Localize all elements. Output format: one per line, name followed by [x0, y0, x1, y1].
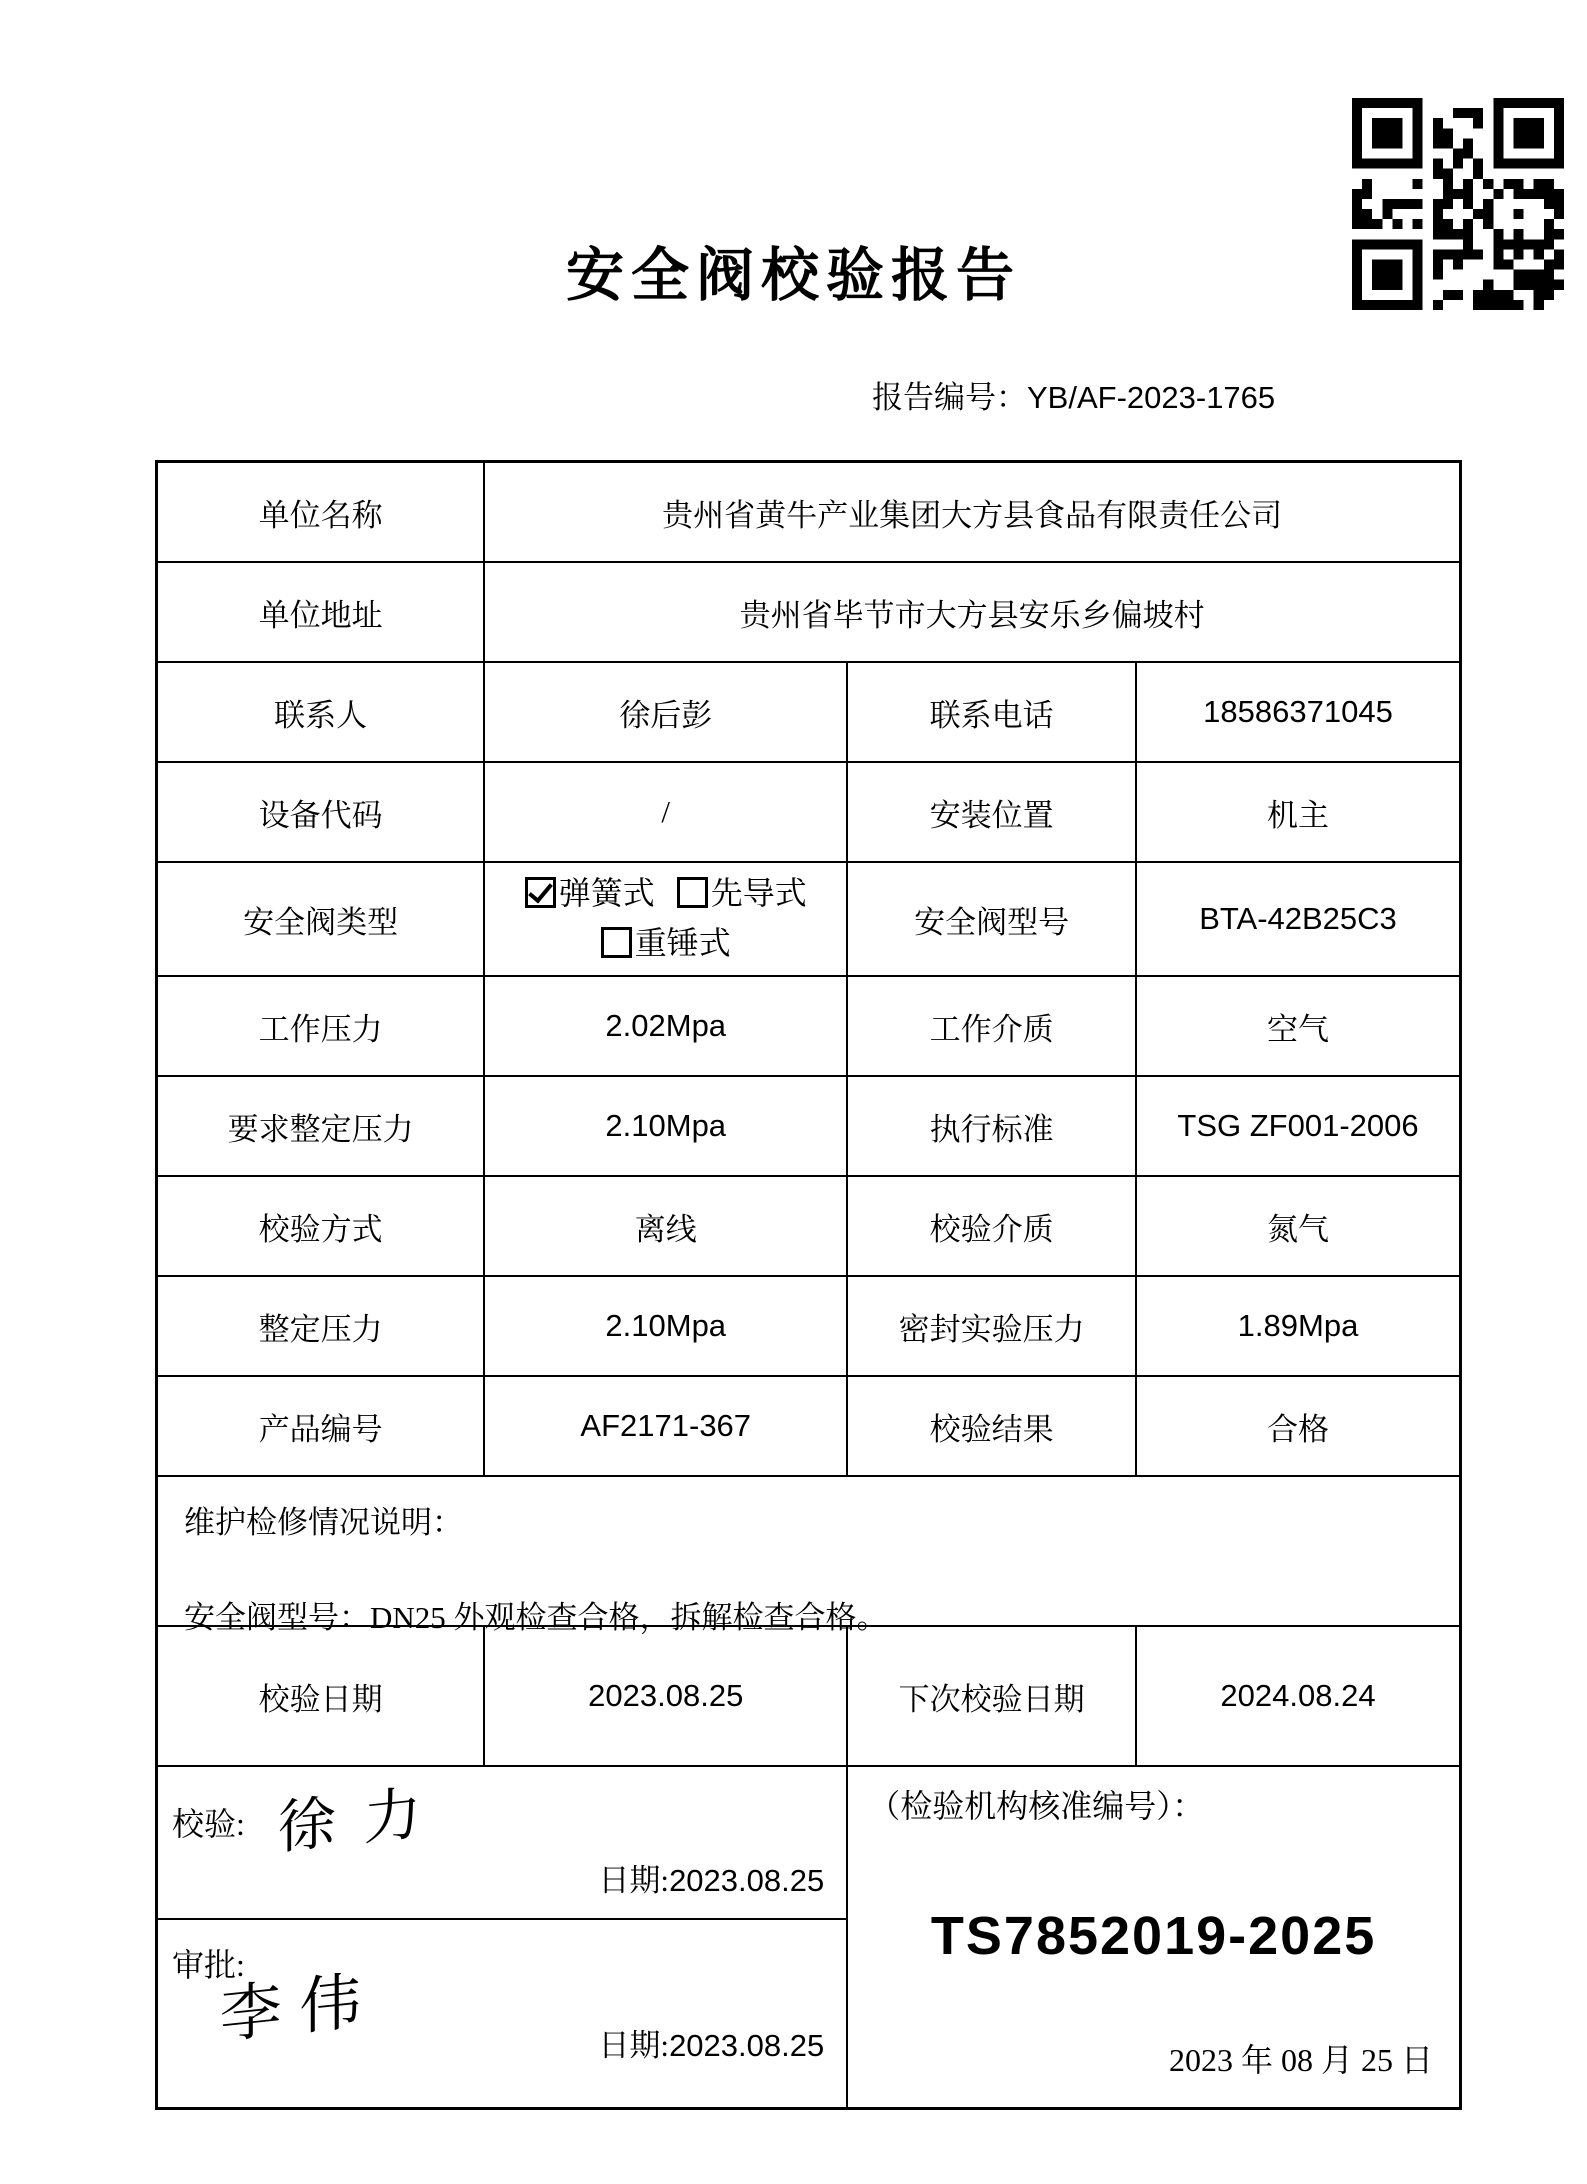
field-label-contact: 联系人 — [274, 697, 368, 733]
field-value-required-set-pressure: 2.10Mpa — [483, 1077, 846, 1175]
field-value-seal-test-pressure: 1.89Mpa — [1135, 1277, 1459, 1375]
table-row-maintenance — [158, 1475, 1459, 1635]
field-value-unit-addr: 贵州省毕节市大方县安乐乡偏坡村 — [483, 563, 1459, 661]
field-label-install-pos: 安装位置 — [846, 763, 1135, 861]
checkbox-weight-type-icon — [601, 927, 632, 958]
field-value-calib-result: 合格 — [1135, 1377, 1459, 1475]
agency-date: 2023 年 08 月 25 日 — [1168, 2042, 1433, 2078]
field-label-work-pressure: 工作压力 — [258, 1011, 383, 1047]
table-row-set-pressure — [158, 1275, 1459, 1375]
field-value-valve-type — [483, 863, 846, 975]
field-value-calib-method: 离线 — [483, 1177, 846, 1275]
approver-date-value: 2023.08.25 — [669, 2028, 825, 2063]
field-value-product-no: AF2171-367 — [483, 1377, 846, 1475]
agency-cell — [846, 1767, 1459, 2107]
field-label-unit-addr: 单位地址 — [258, 597, 383, 633]
report-number — [872, 372, 1275, 417]
calibrator-sign-cell — [158, 1767, 846, 1918]
field-value-calib-medium: 氮气 — [1135, 1177, 1459, 1275]
field-value-calib-date: 2023.08.25 — [483, 1627, 846, 1765]
valve-type-line-2 — [601, 919, 731, 969]
maintenance-section — [158, 1477, 1459, 1635]
field-value-next-calib-date: 2024.08.24 — [1135, 1627, 1459, 1765]
checkbox-pilot-type-icon — [677, 877, 708, 908]
field-label-calib-method: 校验方式 — [258, 1211, 383, 1247]
approver-date-label: 日期: — [598, 2028, 670, 2063]
table-row-dates — [158, 1625, 1459, 1765]
valve-type-option-pilot: 先导式 — [710, 875, 807, 912]
field-value-work-medium: 空气 — [1135, 977, 1459, 1075]
field-label-required-set-pressure: 要求整定压力 — [227, 1111, 414, 1147]
field-label-phone: 联系电话 — [846, 663, 1135, 761]
table-row-device — [158, 761, 1459, 861]
field-value-install-pos: 机主 — [1135, 763, 1459, 861]
field-label-next-calib-date: 下次校验日期 — [846, 1627, 1135, 1765]
field-label-unit-name: 单位名称 — [258, 497, 383, 533]
table-row-required-set-pressure — [158, 1075, 1459, 1175]
approver-label: 审批: — [172, 1947, 245, 1984]
field-value-standard: TSG ZF001-2006 — [1135, 1077, 1459, 1175]
field-value-valve-model: BTA-42B25C3 — [1135, 863, 1459, 975]
report-table — [155, 460, 1462, 2110]
table-row-unit-addr — [158, 561, 1459, 661]
field-value-device-code: / — [483, 763, 846, 861]
field-label-product-no: 产品编号 — [258, 1411, 383, 1447]
field-label-valve-model: 安全阀型号 — [846, 863, 1135, 975]
signature-block — [158, 1765, 1459, 2107]
field-label-device-code: 设备代码 — [258, 797, 383, 833]
calibrator-date-label: 日期: — [598, 1863, 670, 1899]
approver-sign-cell — [158, 1918, 846, 2107]
approver-date — [598, 2020, 824, 2065]
field-value-contact: 徐后彭 — [483, 663, 846, 761]
table-row-contact — [158, 661, 1459, 761]
valve-type-line-1 — [525, 869, 807, 919]
report-number-label: 报告编号： — [872, 380, 1027, 415]
field-label-work-medium: 工作介质 — [846, 977, 1135, 1075]
table-row-valve-type — [158, 861, 1459, 975]
field-value-work-pressure: 2.02Mpa — [483, 977, 846, 1075]
page-title: 安全阀校验报告 — [565, 243, 1021, 308]
report-number-value: YB/AF-2023-1765 — [1027, 380, 1276, 415]
field-value-set-pressure: 2.10Mpa — [483, 1277, 846, 1375]
field-label-set-pressure: 整定压力 — [258, 1311, 383, 1347]
table-row-calib-method — [158, 1175, 1459, 1275]
field-label-standard: 执行标准 — [846, 1077, 1135, 1175]
table-row-product-no — [158, 1375, 1459, 1475]
agency-approval-label: （检验机构核准编号）： — [868, 1788, 1205, 1824]
maintenance-note: 安全阀型号：DN25 外观检查合格，拆解检查合格。 — [184, 1600, 888, 1635]
signature-left-column — [158, 1767, 846, 2107]
calibrator-signature: 徐力 — [278, 1777, 450, 1862]
valve-type-option-spring: 弹簧式 — [558, 875, 655, 912]
calibrator-label: 校验: — [172, 1806, 245, 1842]
calibrator-date-value: 2023.08.25 — [669, 1863, 825, 1899]
table-row-work-pressure — [158, 975, 1459, 1075]
checkbox-spring-type-icon — [525, 877, 556, 908]
field-label-calib-date: 校验日期 — [258, 1681, 383, 1717]
approver-signature: 李伟 — [220, 1966, 380, 2052]
valve-type-option-weight: 重锤式 — [634, 925, 731, 961]
calibrator-date — [598, 1855, 824, 1900]
qr-code-icon — [1352, 95, 1564, 313]
qr-code — [1352, 95, 1564, 313]
field-value-unit-name: 贵州省黄牛产业集团大方县食品有限责任公司 — [483, 463, 1459, 561]
field-label-seal-test-pressure: 密封实验压力 — [846, 1277, 1135, 1375]
field-value-phone: 18586371045 — [1135, 663, 1459, 761]
agency-approval-number: TS7852019-2025 — [930, 1906, 1377, 1966]
field-label-calib-medium: 校验介质 — [846, 1177, 1135, 1275]
maintenance-title: 维护检修情况说明： — [184, 1505, 463, 1540]
field-label-calib-result: 校验结果 — [846, 1377, 1135, 1475]
table-row-unit-name — [158, 463, 1459, 561]
field-label-valve-type: 安全阀类型 — [243, 904, 399, 940]
